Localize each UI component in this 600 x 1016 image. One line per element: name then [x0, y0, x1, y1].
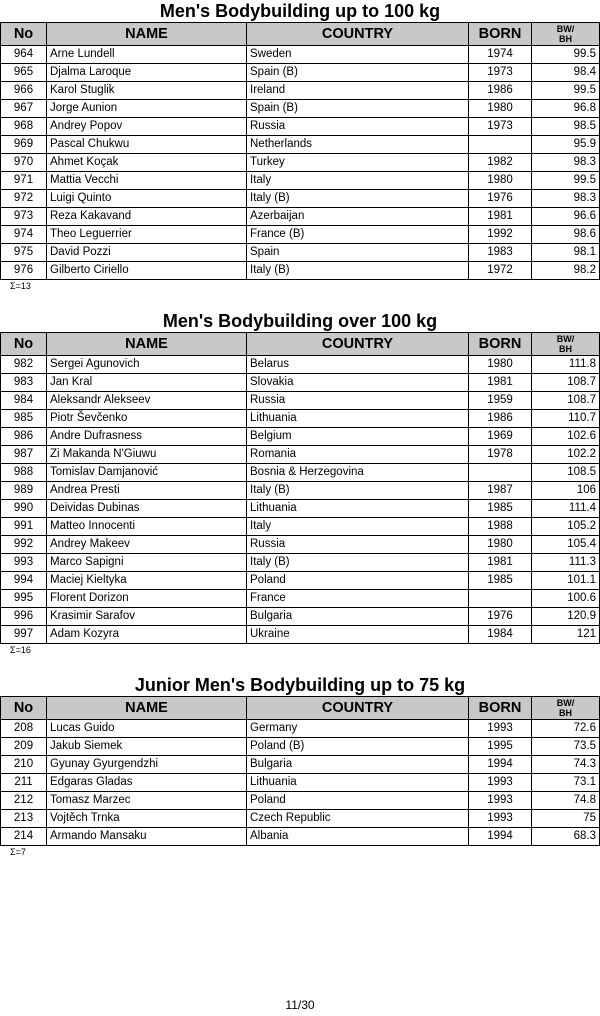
cell-country: Lithuania — [247, 410, 469, 428]
cell-no: 984 — [1, 392, 47, 410]
cell-name: Mattia Vecchi — [47, 172, 247, 190]
cell-country: Ireland — [247, 82, 469, 100]
cell-no: 987 — [1, 446, 47, 464]
cell-born: 1983 — [469, 244, 532, 262]
cell-country: Sweden — [247, 46, 469, 64]
cell-born: 1984 — [469, 626, 532, 644]
cell-country: Bulgaria — [247, 756, 469, 774]
cell-name: Karol Stuglik — [47, 82, 247, 100]
cell-country: Germany — [247, 720, 469, 738]
cell-name: Jan Kral — [47, 374, 247, 392]
cell-no: 988 — [1, 464, 47, 482]
header-name: NAME — [47, 697, 247, 720]
table-row — [1, 100, 600, 118]
cell-bw: 96.8 — [532, 100, 600, 118]
cell-no: 209 — [1, 738, 47, 756]
cell-country: Azerbaijan — [247, 208, 469, 226]
cell-born: 1995 — [469, 738, 532, 756]
cell-bw: 101.1 — [532, 572, 600, 590]
cell-no: 997 — [1, 626, 47, 644]
cell-bw: 99.5 — [532, 82, 600, 100]
cell-bw: 98.6 — [532, 226, 600, 244]
cell-country: Italy — [247, 518, 469, 536]
entry-count: Σ=13 — [10, 281, 31, 291]
cell-name: Armando Mansaku — [47, 828, 247, 846]
table-row — [1, 190, 600, 208]
cell-name: David Pozzi — [47, 244, 247, 262]
cell-bw: 98.4 — [532, 64, 600, 82]
cell-born: 1980 — [469, 356, 532, 374]
cell-no: 212 — [1, 792, 47, 810]
cell-country: Poland — [247, 792, 469, 810]
cell-bw: 111.8 — [532, 356, 600, 374]
table-row — [1, 226, 600, 244]
cell-bw: 108.5 — [532, 464, 600, 482]
cell-name: Marco Sapigni — [47, 554, 247, 572]
results-section — [0, 310, 600, 656]
cell-name: Maciej Kieltyka — [47, 572, 247, 590]
cell-bw: 95.9 — [532, 136, 600, 154]
table-row — [1, 536, 600, 554]
cell-born: 1980 — [469, 172, 532, 190]
cell-bw: 111.4 — [532, 500, 600, 518]
cell-no: 995 — [1, 590, 47, 608]
cell-country: Russia — [247, 536, 469, 554]
header-bw: BW/ BH — [532, 333, 600, 356]
cell-no: 968 — [1, 118, 47, 136]
cell-born: 1981 — [469, 374, 532, 392]
cell-name: Vojtěch Trnka — [47, 810, 247, 828]
cell-no: 211 — [1, 774, 47, 792]
cell-name: Andre Dufrasness — [47, 428, 247, 446]
entry-count: Σ=7 — [10, 847, 26, 857]
header-name: NAME — [47, 23, 247, 46]
results-table — [0, 332, 600, 644]
cell-born — [469, 136, 532, 154]
cell-country: Italy (B) — [247, 190, 469, 208]
cell-born: 1986 — [469, 410, 532, 428]
cell-country: Lithuania — [247, 500, 469, 518]
table-row — [1, 208, 600, 226]
section-title: Men's Bodybuilding up to 100 kg — [159, 1, 441, 21]
cell-no: 991 — [1, 518, 47, 536]
cell-no: 992 — [1, 536, 47, 554]
cell-name: Aleksandr Alekseev — [47, 392, 247, 410]
cell-bw: 68.3 — [532, 828, 600, 846]
table-row — [1, 464, 600, 482]
cell-no: 996 — [1, 608, 47, 626]
cell-country: Czech Republic — [247, 810, 469, 828]
cell-name: Djalma Laroque — [47, 64, 247, 82]
table-row — [1, 154, 600, 172]
entry-count: Σ=16 — [10, 645, 31, 655]
cell-name: Adam Kozyra — [47, 626, 247, 644]
cell-bw: 74.8 — [532, 792, 600, 810]
cell-born: 1987 — [469, 482, 532, 500]
table-row — [1, 518, 600, 536]
table-header-row — [1, 23, 600, 46]
cell-born — [469, 464, 532, 482]
cell-bw: 73.1 — [532, 774, 600, 792]
cell-country: Russia — [247, 118, 469, 136]
results-table — [0, 696, 600, 846]
cell-born: 1985 — [469, 572, 532, 590]
cell-name: Krasimir Sarafov — [47, 608, 247, 626]
section-title: Men's Bodybuilding over 100 kg — [162, 311, 438, 331]
table-row — [1, 828, 600, 846]
table-row — [1, 172, 600, 190]
cell-name: Sergei Agunovich — [47, 356, 247, 374]
cell-bw: 120.9 — [532, 608, 600, 626]
cell-bw: 98.1 — [532, 244, 600, 262]
cell-name: Andrey Popov — [47, 118, 247, 136]
cell-bw: 121 — [532, 626, 600, 644]
cell-born: 1992 — [469, 226, 532, 244]
header-name: NAME — [47, 333, 247, 356]
cell-country: Romania — [247, 446, 469, 464]
cell-born: 1993 — [469, 810, 532, 828]
cell-name: Piotr Ševčenko — [47, 410, 247, 428]
table-row — [1, 482, 600, 500]
table-row — [1, 738, 600, 756]
table-row — [1, 590, 600, 608]
cell-bw: 100.6 — [532, 590, 600, 608]
cell-bw: 105.2 — [532, 518, 600, 536]
cell-country: Poland — [247, 572, 469, 590]
cell-bw: 108.7 — [532, 374, 600, 392]
cell-name: Gyunay Gyurgendzhi — [47, 756, 247, 774]
cell-born: 1981 — [469, 554, 532, 572]
cell-country: Lithuania — [247, 774, 469, 792]
cell-name: Matteo Innocenti — [47, 518, 247, 536]
table-row — [1, 554, 600, 572]
header-country: COUNTRY — [247, 23, 469, 46]
cell-no: 985 — [1, 410, 47, 428]
table-row — [1, 428, 600, 446]
cell-no: 975 — [1, 244, 47, 262]
cell-country: Turkey — [247, 154, 469, 172]
cell-bw: 105.4 — [532, 536, 600, 554]
cell-bw: 106 — [532, 482, 600, 500]
table-row — [1, 756, 600, 774]
cell-country: Poland (B) — [247, 738, 469, 756]
cell-name: Jorge Aunion — [47, 100, 247, 118]
table-header-row — [1, 333, 600, 356]
cell-bw: 99.5 — [532, 172, 600, 190]
table-header-row — [1, 697, 600, 720]
cell-born: 1974 — [469, 46, 532, 64]
cell-country: France (B) — [247, 226, 469, 244]
cell-country: Albania — [247, 828, 469, 846]
cell-no: 993 — [1, 554, 47, 572]
table-row — [1, 410, 600, 428]
cell-country: Belarus — [247, 356, 469, 374]
table-row — [1, 64, 600, 82]
cell-name: Ahmet Koçak — [47, 154, 247, 172]
cell-born: 1982 — [469, 154, 532, 172]
cell-bw: 102.6 — [532, 428, 600, 446]
table-row — [1, 82, 600, 100]
cell-bw: 102.2 — [532, 446, 600, 464]
cell-no: 965 — [1, 64, 47, 82]
cell-bw: 98.3 — [532, 154, 600, 172]
cell-no: 208 — [1, 720, 47, 738]
header-born: BORN — [469, 23, 532, 46]
table-row — [1, 774, 600, 792]
cell-no: 976 — [1, 262, 47, 280]
header-born: BORN — [469, 697, 532, 720]
cell-country: Bosnia & Herzegovina — [247, 464, 469, 482]
table-row — [1, 46, 600, 64]
section-title: Junior Men's Bodybuilding up to 75 kg — [134, 675, 466, 695]
cell-country: Bulgaria — [247, 608, 469, 626]
cell-country: Russia — [247, 392, 469, 410]
table-row — [1, 810, 600, 828]
cell-name: Luigi Quinto — [47, 190, 247, 208]
table-row — [1, 572, 600, 590]
header-country: COUNTRY — [247, 333, 469, 356]
table-row — [1, 720, 600, 738]
cell-born: 1978 — [469, 446, 532, 464]
cell-country: Italy (B) — [247, 482, 469, 500]
cell-born: 1973 — [469, 118, 532, 136]
cell-no: 994 — [1, 572, 47, 590]
table-row — [1, 374, 600, 392]
cell-no: 971 — [1, 172, 47, 190]
header-no: No — [1, 333, 47, 356]
cell-bw: 72.6 — [532, 720, 600, 738]
cell-born: 1993 — [469, 720, 532, 738]
cell-country: Netherlands — [247, 136, 469, 154]
results-table — [0, 22, 600, 280]
cell-bw: 110.7 — [532, 410, 600, 428]
cell-bw: 98.5 — [532, 118, 600, 136]
cell-no: 967 — [1, 100, 47, 118]
cell-born: 1976 — [469, 190, 532, 208]
cell-no: 210 — [1, 756, 47, 774]
header-bw: BW/ BH — [532, 697, 600, 720]
header-country: COUNTRY — [247, 697, 469, 720]
cell-born: 1980 — [469, 100, 532, 118]
cell-no: 973 — [1, 208, 47, 226]
cell-born: 1959 — [469, 392, 532, 410]
table-row — [1, 792, 600, 810]
table-row — [1, 262, 600, 280]
cell-no: 964 — [1, 46, 47, 64]
cell-name: Reza Kakavand — [47, 208, 247, 226]
table-row — [1, 356, 600, 374]
cell-country: Italy (B) — [247, 262, 469, 280]
cell-country: Slovakia — [247, 374, 469, 392]
cell-name: Gilberto Ciriello — [47, 262, 247, 280]
cell-born: 1981 — [469, 208, 532, 226]
cell-country: Spain — [247, 244, 469, 262]
cell-name: Andrey Makeev — [47, 536, 247, 554]
cell-born: 1994 — [469, 756, 532, 774]
cell-born: 1973 — [469, 64, 532, 82]
cell-country: Italy — [247, 172, 469, 190]
cell-born: 1980 — [469, 536, 532, 554]
cell-name: Theo Leguerrier — [47, 226, 247, 244]
cell-no: 983 — [1, 374, 47, 392]
cell-bw: 74.3 — [532, 756, 600, 774]
table-row — [1, 244, 600, 262]
cell-country: Italy (B) — [247, 554, 469, 572]
cell-bw: 99.5 — [532, 46, 600, 64]
cell-name: Arne Lundell — [47, 46, 247, 64]
table-row — [1, 118, 600, 136]
cell-no: 972 — [1, 190, 47, 208]
cell-no: 974 — [1, 226, 47, 244]
page-number: 11/30 — [285, 998, 315, 1012]
cell-no: 986 — [1, 428, 47, 446]
cell-country: Spain (B) — [247, 64, 469, 82]
cell-no: 990 — [1, 500, 47, 518]
cell-name: Tomislav Damjanović — [47, 464, 247, 482]
cell-bw: 96.6 — [532, 208, 600, 226]
cell-born — [469, 590, 532, 608]
cell-name: Lucas Guido — [47, 720, 247, 738]
cell-name: Florent Dorizon — [47, 590, 247, 608]
cell-country: Belgium — [247, 428, 469, 446]
header-bw: BW/ BH — [532, 23, 600, 46]
cell-bw: 98.3 — [532, 190, 600, 208]
cell-name: Tomasz Marzec — [47, 792, 247, 810]
cell-born: 1985 — [469, 500, 532, 518]
cell-name: Pascal Chukwu — [47, 136, 247, 154]
cell-born: 1976 — [469, 608, 532, 626]
cell-bw: 75 — [532, 810, 600, 828]
cell-name: Jakub Siemek — [47, 738, 247, 756]
header-no: No — [1, 23, 47, 46]
cell-no: 989 — [1, 482, 47, 500]
table-row — [1, 626, 600, 644]
cell-no: 966 — [1, 82, 47, 100]
header-born: BORN — [469, 333, 532, 356]
table-row — [1, 136, 600, 154]
cell-bw: 73.5 — [532, 738, 600, 756]
cell-country: France — [247, 590, 469, 608]
table-row — [1, 608, 600, 626]
cell-no: 214 — [1, 828, 47, 846]
cell-born: 1993 — [469, 792, 532, 810]
cell-name: Edgaras Gladas — [47, 774, 247, 792]
cell-bw: 98.2 — [532, 262, 600, 280]
table-row — [1, 446, 600, 464]
cell-country: Ukraine — [247, 626, 469, 644]
cell-born: 1986 — [469, 82, 532, 100]
cell-born: 1972 — [469, 262, 532, 280]
cell-no: 970 — [1, 154, 47, 172]
cell-no: 982 — [1, 356, 47, 374]
cell-born: 1969 — [469, 428, 532, 446]
cell-born: 1994 — [469, 828, 532, 846]
header-no: No — [1, 697, 47, 720]
cell-country: Spain (B) — [247, 100, 469, 118]
cell-born: 1993 — [469, 774, 532, 792]
cell-no: 969 — [1, 136, 47, 154]
cell-bw: 111.3 — [532, 554, 600, 572]
results-section — [0, 0, 600, 292]
cell-name: Deividas Dubinas — [47, 500, 247, 518]
table-row — [1, 500, 600, 518]
cell-name: Zi Makanda N'Giuwu — [47, 446, 247, 464]
table-row — [1, 392, 600, 410]
cell-bw: 108.7 — [532, 392, 600, 410]
cell-born: 1988 — [469, 518, 532, 536]
results-section — [0, 674, 600, 858]
cell-name: Andrea Presti — [47, 482, 247, 500]
cell-no: 213 — [1, 810, 47, 828]
